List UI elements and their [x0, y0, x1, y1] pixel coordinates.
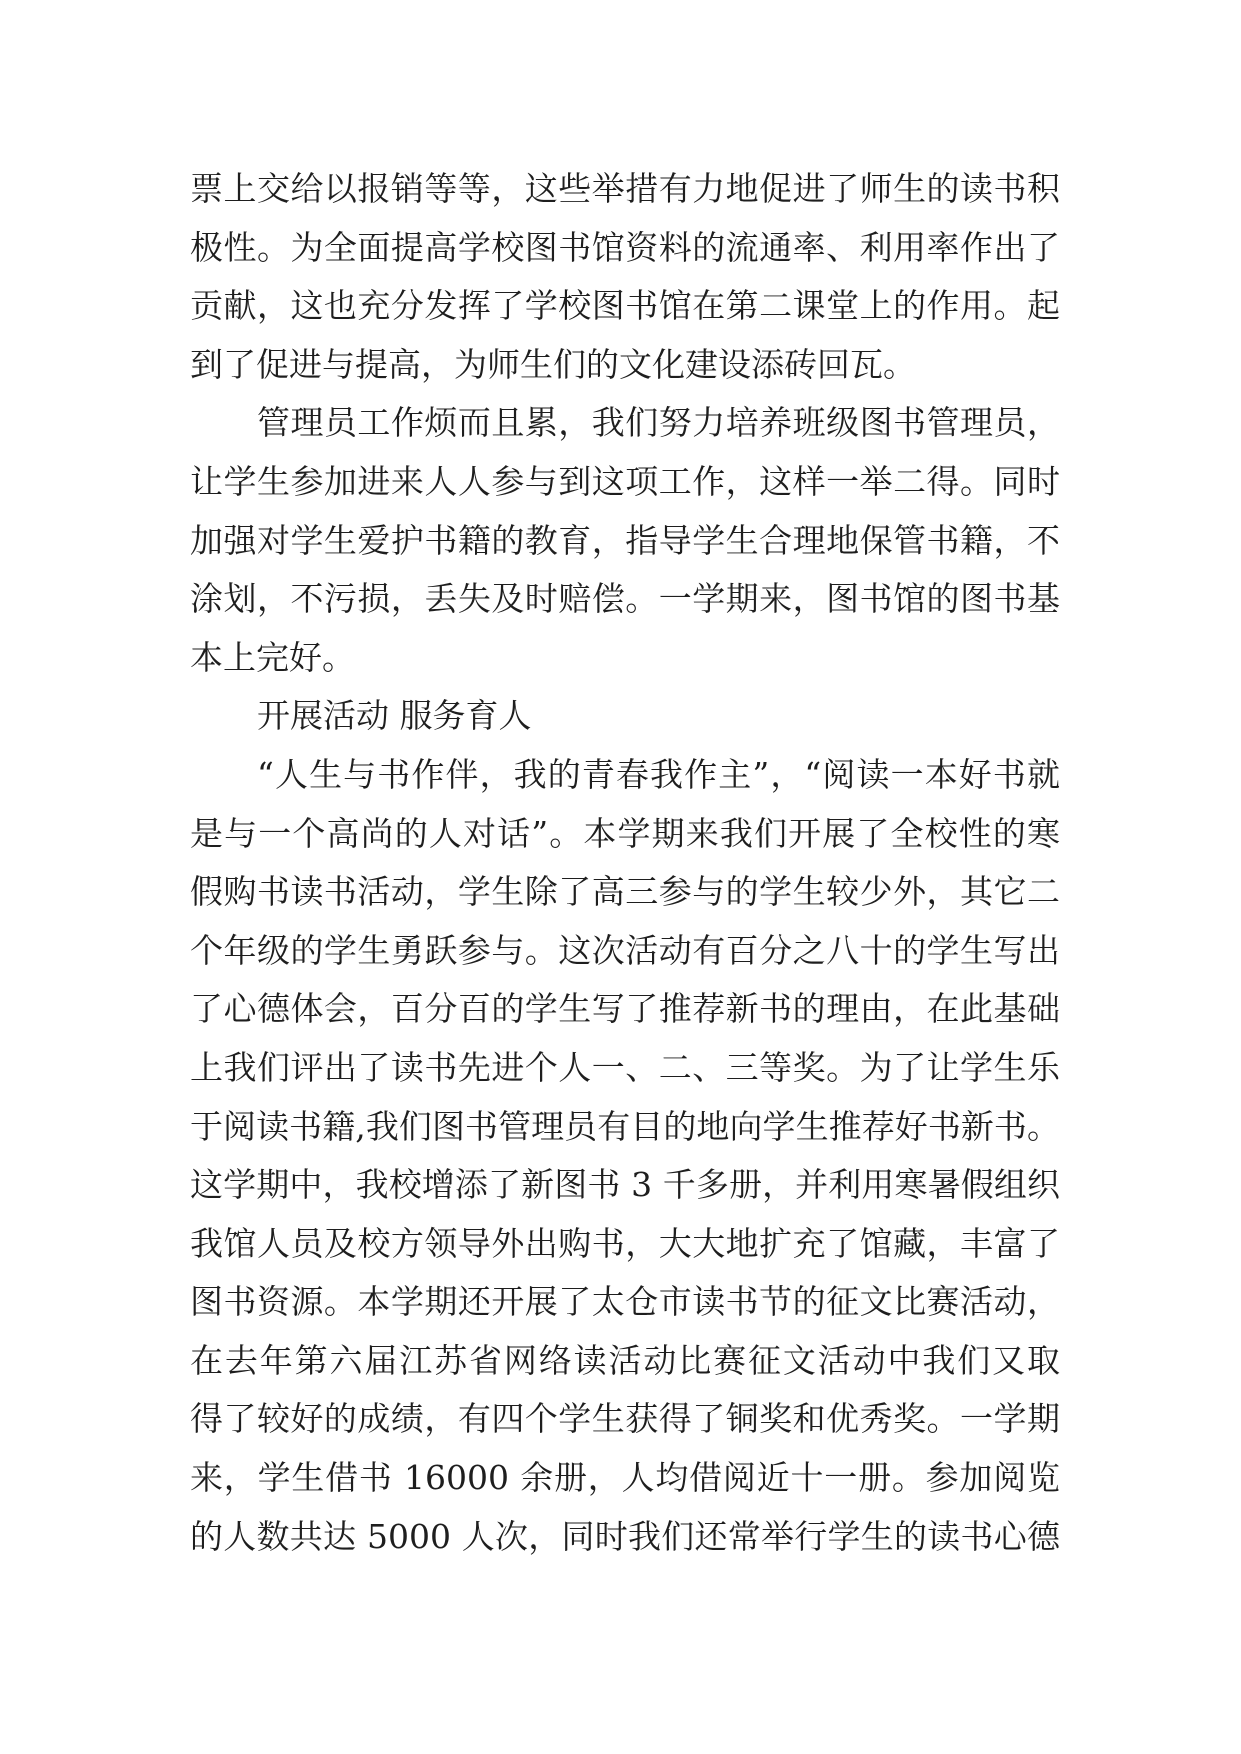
text-line: 在去年第六届江苏省网络读活动比赛征文活动中我们又取: [190, 1340, 1060, 1380]
text-line: 极性。为全面提高学校图书馆资料的流通率、利用率作出了: [190, 227, 1060, 267]
text-line: 票上交给以报销等等，这些举措有力地促进了师生的读书积: [190, 169, 1060, 208]
text-line: 图书资源。本学期还开展了太仓市读书节的征文比赛活动，: [190, 1282, 1060, 1322]
text-line: 本上完好。: [190, 637, 355, 677]
text-line: 管理员工作烦而且累，我们努力培养班级图书管理员，: [257, 403, 1060, 443]
text-line: 上我们评出了读书先进个人一、二、三等奖。为了让学生乐: [190, 1047, 1060, 1087]
text-line: 的人数共达 5000 人次，同时我们还常举行学生的读书心德: [190, 1516, 1060, 1556]
text-line: 我馆人员及校方领导外出购书，大大地扩充了馆藏，丰富了: [190, 1223, 1060, 1263]
text-line: 是与一个高尚的人对话”。本学期来我们开展了全校性的寒: [190, 813, 1060, 853]
text-line: 贡献，这也充分发挥了学校图书馆在第二课堂上的作用。起: [190, 286, 1060, 326]
text-line: 来，学生借书 16000 余册，人均借阅近十一册。参加阅览: [190, 1458, 1060, 1498]
text-line: 个年级的学生勇跃参与。这次活动有百分之八十的学生写出: [190, 930, 1060, 970]
text-line: 让学生参加进来人人参与到这项工作，这样一举二得。同时: [190, 461, 1060, 501]
text-line: 假购书读书活动，学生除了高三参与的学生较少外，其它二: [190, 872, 1060, 912]
text-line: 这学期中，我校增添了新图书 3 千多册，并利用寒暑假组织: [190, 1165, 1060, 1205]
document-body: [190, 160, 1060, 1566]
text-line: 加强对学生爱护书籍的教育，指导学生合理地保管书籍，不: [190, 520, 1060, 560]
text-line: 到了促进与提高，为师生们的文化建设添砖回瓦。: [190, 344, 916, 384]
text-line: 于阅读书籍,我们图书管理员有目的地向学生推荐好书新书。: [190, 1106, 1060, 1146]
text-line: 了心德体会，百分百的学生写了推荐新书的理由，在此基础: [190, 989, 1060, 1029]
text-line: 得了较好的成绩，有四个学生获得了铜奖和优秀奖。一学期: [190, 1399, 1060, 1439]
text-line: “人生与书作伴，我的青春我作主”，“阅读一本好书就: [257, 754, 1060, 794]
text-line: 涂划，不污损，丢失及时赔偿。一学期来，图书馆的图书基: [190, 579, 1060, 619]
text-line: 开展活动 服务育人: [257, 696, 532, 736]
